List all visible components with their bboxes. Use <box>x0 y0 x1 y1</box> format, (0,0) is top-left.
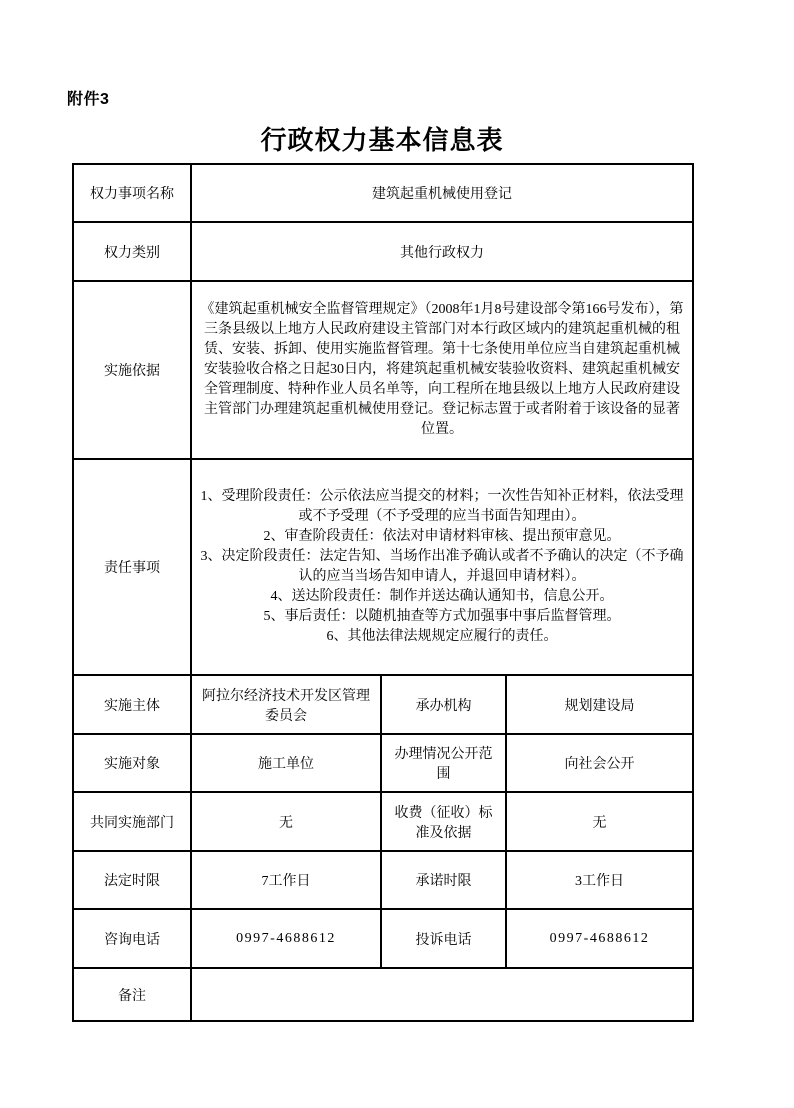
fee-standard-label: 收费（征收）标准及依据 <box>381 792 506 851</box>
duty-item: 4、送达阶段责任：制作并送达确认通知书，信息公开。 <box>270 589 614 604</box>
duty-item: 6、其他法律法规规定应履行的责任。 <box>326 629 558 644</box>
disclosure-scope-value: 向社会公开 <box>506 734 693 792</box>
page-title: 行政权力基本信息表 <box>260 126 504 155</box>
joint-dept-value: 无 <box>191 792 381 851</box>
row-implementer <box>73 675 693 734</box>
complaint-phone-label: 投诉电话 <box>381 909 506 968</box>
info-table <box>72 163 694 1022</box>
consult-phone-label: 咨询电话 <box>73 909 191 968</box>
row-power-type <box>73 222 693 281</box>
fee-standard-value: 无 <box>506 792 693 851</box>
row-phones <box>73 909 693 968</box>
implementer-label: 实施主体 <box>73 675 191 734</box>
joint-dept-label: 共同实施部门 <box>73 792 191 851</box>
duties-label: 责任事项 <box>73 459 191 675</box>
duty-item: 1、受理阶段责任：公示依法应当提交的材料；一次性告知补正材料，依法受理或不予受理（不予受理的应当书面告知理由）。 <box>200 489 684 524</box>
power-name-label: 权力事项名称 <box>73 164 191 222</box>
basis-label: 实施依据 <box>73 281 191 459</box>
legal-limit-label: 法定时限 <box>73 851 191 909</box>
legal-limit-value: 7工作日 <box>191 851 381 909</box>
row-target <box>73 734 693 792</box>
complaint-phone-value: 0997-4688612 <box>506 909 693 968</box>
target-label: 实施对象 <box>73 734 191 792</box>
remarks-label: 备注 <box>73 968 191 1021</box>
row-duties <box>73 459 693 675</box>
target-value: 施工单位 <box>191 734 381 792</box>
attachment-label: 附件3 <box>67 91 110 108</box>
power-type-value: 其他行政权力 <box>191 222 693 281</box>
duty-item: 3、决定阶段责任：法定告知、当场作出准予确认或者不予确认的决定（不予确认的应当当场告知申请人，并退回申请材料）。 <box>200 549 684 584</box>
implementer-value: 阿拉尔经济技术开发区管理委员会 <box>191 675 381 734</box>
undertaker-value: 规划建设局 <box>506 675 693 734</box>
power-type-label: 权力类别 <box>73 222 191 281</box>
disclosure-scope-label: 办理情况公开范围 <box>381 734 506 792</box>
row-basis <box>73 281 693 459</box>
consult-phone-value: 0997-4688612 <box>191 909 381 968</box>
power-name-value: 建筑起重机械使用登记 <box>191 164 693 222</box>
duty-item: 5、事后责任：以随机抽查等方式加强事中事后监督管理。 <box>263 609 621 624</box>
promised-limit-value: 3工作日 <box>506 851 693 909</box>
undertaker-label: 承办机构 <box>381 675 506 734</box>
row-joint <box>73 792 693 851</box>
remarks-value <box>191 968 693 1021</box>
duty-item: 2、审查阶段责任：依法对申请材料审核、提出预审意见。 <box>263 529 621 544</box>
row-power-name <box>73 164 693 222</box>
row-remarks <box>73 968 693 1021</box>
promised-limit-label: 承诺时限 <box>381 851 506 909</box>
row-time-limit <box>73 851 693 909</box>
duties-list <box>191 459 693 675</box>
basis-text: 《建筑起重机械安全监督管理规定》（2008年1月8号建设部令第166号发布），第三条县级以上地方人民政府建设主管部门对本行政区域内的建筑起重机械的租赁、安装、拆卸、使用实施监督管理。第十七条使用单位应当自建筑起重机械安装验收合格之日起30日内，将建筑起重机械安装验收资料、建筑起重机械安全管理制度、特种作业人员名单等，向工程所在地县级以上地方人民政府建设主管部门办理建筑起重机械使用登记。登记标志置于或者附着于该设备的显著位置。 <box>191 281 693 459</box>
